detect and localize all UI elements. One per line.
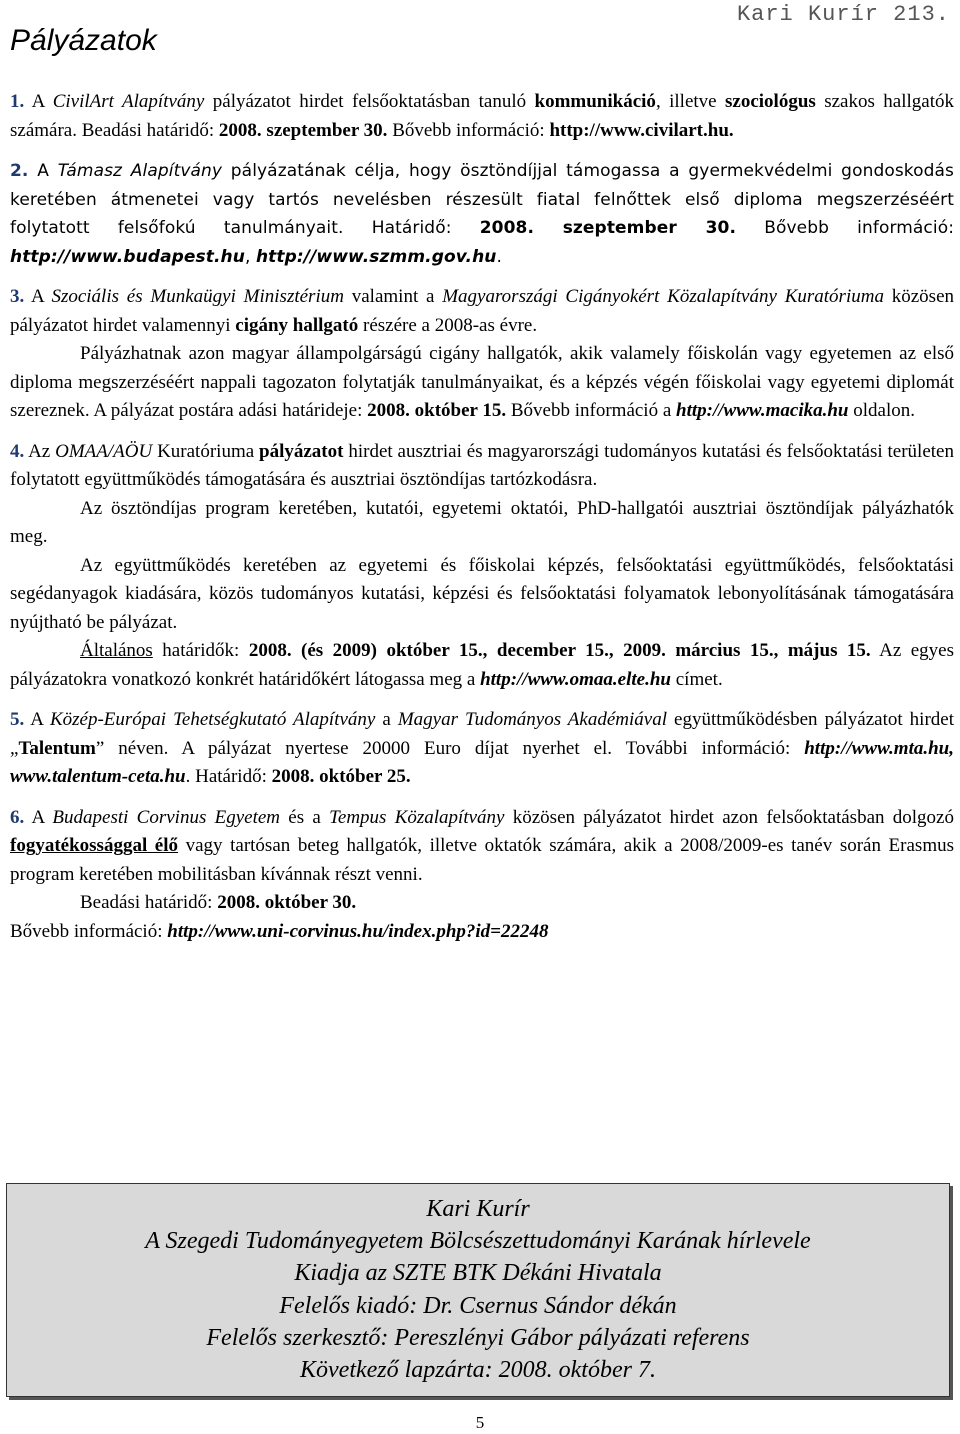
text-run: közösen pályázatot hirdet valamennyi [10,286,955,336]
text-run: A [31,91,53,112]
field-name: kommunikáció [534,91,656,112]
announcement-2-text [10,157,954,271]
announcement-2 [10,157,954,271]
target-group: fogyatékossággal élő [10,835,179,856]
info-link[interactable]: http://www.szmm.gov.hu [255,246,497,267]
item-number: 1. [10,91,25,112]
announcement-3 [10,283,954,426]
text-run: Beadási határidő: [80,892,218,913]
text-run: Az egyes pályázatokra vonatkozó konkrét határidőkért látogassa meg a [10,640,954,690]
announcement-6-info [10,918,954,947]
text-run: A [28,161,58,181]
deadline: 2008. október 30. [217,892,357,913]
organization-name: Szociális és Munkaügyi Minisztérium [51,286,344,307]
deadline: 2008. október 25. [271,766,411,787]
announcement-5 [10,706,954,792]
organization-name: OMAA/AÖU [55,440,153,462]
announcement-6 [10,804,954,947]
underlined-label: Általános [80,640,153,661]
announcement-list [10,88,954,958]
announcement-4-para-3: Az együttműködés keretében az egyetemi és főiskolai képzés, felsőoktatási együttműködés, felsőoktatási segédanyagok kiadására, közös tudományos kutatási, képzési és felsőoktatási folyamatok lebonyolításának támogatására nyújtható be pályázat. [10,554,954,633]
deadline: 2008. október 15. [367,400,507,421]
text-run: Az [24,440,56,462]
announcement-1-text [10,88,954,145]
colophon-box [6,1183,950,1397]
deadline: 2008. szeptember 30. [479,218,737,238]
text-run: A [24,286,52,307]
organization-name: Magyarországi Cigányokért Közalapítvány Kuratóriuma [442,286,884,307]
text-run: oldalon. [848,400,915,421]
emphasis: pályázatot [259,440,344,462]
info-link[interactable]: http://www.mta.hu, www.talentum-ceta.hu [10,737,954,787]
text-run: együttműködésben pályázatot hirdet „ [10,709,954,759]
text-run: , [244,246,256,267]
organization-name: Budapesti Corvinus Egyetem [52,806,281,828]
announcement-4-para-2: Az ösztöndíjas program keretében, kutatói, egyetemi oktatói, PhD-hallgatói ausztriai ösztöndíjak pályázhatók meg. [10,497,954,547]
text-run: Bővebb információ: [736,218,955,238]
announcement-5-text [10,706,954,792]
text-run: . [496,246,503,267]
text-run: szakos hallgatók számára. Beadási határidő: [10,91,954,141]
organization-name: Támasz Alapítvány [57,161,223,181]
item-number: 3. [10,286,25,307]
section-title: Pályázatok [10,24,157,57]
organization-name: CivilArt Alapítvány [52,91,205,112]
text-run: A [24,709,50,730]
running-head: Kari Kurír 213. [736,2,950,27]
text-run: határidők: [152,640,249,661]
colophon-line: Felelős kiadó: Dr. Csernus Sándor dékán [279,1292,677,1319]
info-link[interactable]: http://www.budapest.hu [10,246,245,267]
deadline: 2008. szeptember 30. [218,119,388,141]
colophon-line: Kiadja az SZTE BTK Dékáni Hivatala [294,1260,662,1287]
announcement-1 [10,88,954,145]
text-run: Bővebb információ a [506,400,677,421]
text-run: és a [280,806,330,828]
text-run: A [24,806,53,828]
text-run: Kuratóriuma [152,440,260,462]
colophon-line: Felelős szerkesztő: Pereszlényi Gábor pályázati referens [206,1324,750,1351]
text-run: pályázatának célja, hogy ösztöndíjjal támogassa a gyermekvédelmi gondoskodás keretében átmenetei vagy tartós nevelésben részesült fiatal felnőttek első diploma megszerzéséért folytatott felsőfokú tanulmányait. Határidő: [10,161,954,238]
text-run: valamint a [343,286,443,307]
announcement-6-text [10,804,954,890]
text-run: részére a 2008-as évre. [358,314,538,336]
text-run: hirdet ausztriai és magyarországi tudományos kutatási és felsőoktatási területen folytatott együttműködés támogatására és ausztriai ösztöndíjas tartózkodásra. [10,440,954,490]
item-number: 2. [10,161,29,181]
text-run: címet. [671,668,723,690]
text-run: a [375,709,398,730]
organization-name: Magyar Tudományos Akadémiával [397,709,667,730]
colophon-line: Következő lapzárta: 2008. október 7. [300,1357,656,1384]
colophon-line: A Szegedi Tudományegyetem Bölcsészettudományi Karának hírlevele [145,1228,811,1255]
announcement-6-deadline [10,889,954,918]
announcement-3-details [10,340,954,426]
info-link[interactable]: http://www.omaa.elte.hu [480,668,671,690]
program-name: Talentum [18,737,96,759]
info-link[interactable]: http://www.uni-corvinus.hu/index.php?id=22248 [167,920,549,942]
page-number: 5 [475,1413,485,1432]
item-number: 5. [10,709,25,730]
target-group: cigány hallgató [235,314,359,336]
text-run: ” néven. A pályázat nyertese 20000 Euro díjat nyerhet el. További információ: [95,737,805,759]
organization-name: Közép-Európai Tehetségkutató Alapítvány [49,709,376,730]
field-name: szociológus [725,91,816,112]
text-run: Bővebb információ: [10,920,168,942]
text-run: , illetve [655,91,726,112]
announcement-4-text [10,438,954,495]
colophon-line: Kari Kurír [426,1196,530,1222]
text-run: . Határidő: [185,766,272,787]
text-run: vagy tartósan beteg hallgatók, illetve oktatók számára, akik a 2008/2009-es tanév során Erasmus program keretében mobilitásban kívánnak részt venni. [10,835,954,885]
organization-name: Tempus Közalapítvány [329,806,505,828]
item-number: 6. [10,806,25,828]
text-run: pályázatot hirdet felsőoktatásban tanuló [204,91,535,112]
text-run: Bővebb információ: [387,119,550,141]
announcement-3-text [10,283,954,340]
announcement-4-deadlines [10,637,954,694]
info-link[interactable]: http://www.civilart.hu. [549,119,734,141]
item-number: 4. [10,440,25,462]
announcement-4 [10,438,954,695]
deadline: 2008. (és 2009) október 15., december 15., 2009. március 15., május 15. [248,640,871,661]
text-run: közösen pályázatot hirdet azon felsőoktatásban dolgozó [504,806,954,828]
text-run: Pályázhatnak azon magyar állampolgárságú cigány hallgatók, akik valamely főiskolán vagy egyetemen az első diploma megszerzéséért nappali tagozaton folytatják tanulmányaikat, és a képzés végén főiskolai vagy egyetemi diplomát szereznek. A pályázat postára adási határideje: [10,343,954,421]
info-link[interactable]: http://www.macika.hu [676,400,849,421]
